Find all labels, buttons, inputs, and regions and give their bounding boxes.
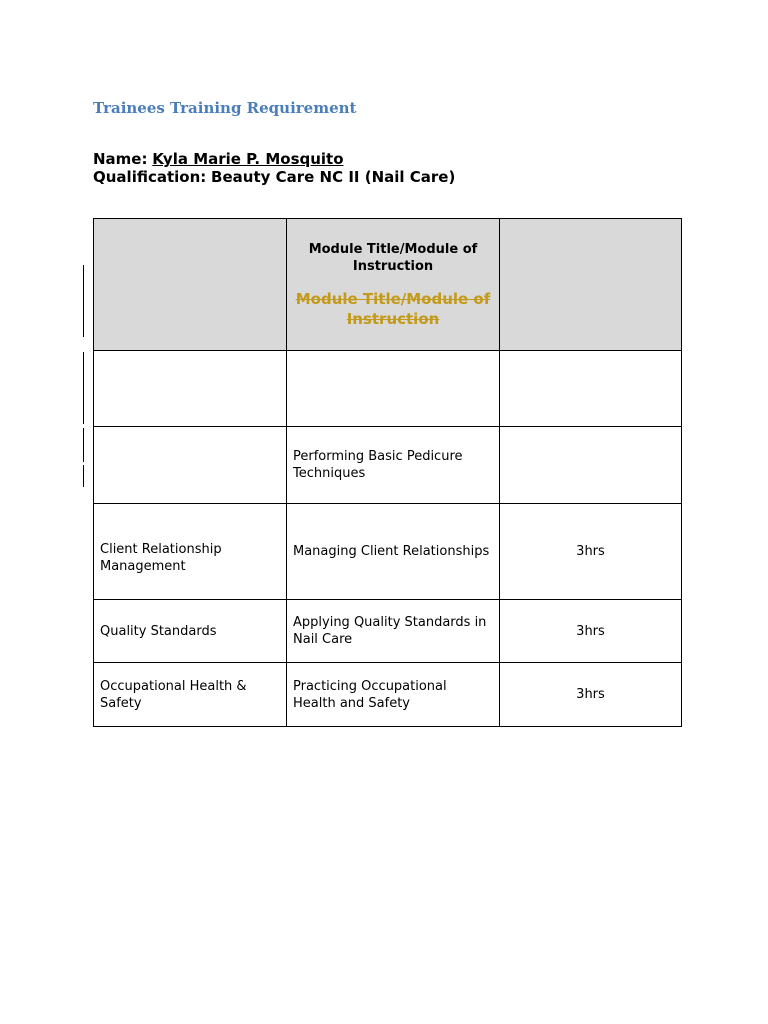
module-text: Practicing Occupational Health and Safety [293,678,447,711]
margin-mark [83,428,84,462]
unit-text: Occupational Health & Safety [100,678,247,711]
qualification-value: Beauty Care NC II (Nail Care) [211,168,456,186]
name-value: Kyla Marie P. Mosquito [152,150,344,168]
table-row [94,427,682,504]
header-cell-hours [500,219,682,351]
hours-cell [500,351,682,427]
margin-mark [83,265,84,337]
header-cell-module [287,219,500,351]
unit-cell [94,663,287,727]
table-row [94,351,682,427]
hours-cell: 3hrs [500,504,682,600]
unit-cell [94,427,287,504]
name-label: Name: [93,150,148,168]
unit-text: Client Relationship Management [100,542,222,574]
document-title: Trainees Training Requirement [93,99,357,117]
margin-mark [83,465,84,487]
table-header-row [94,219,682,351]
module-text: Applying Quality Standards in Nail Care [293,615,487,647]
unit-cell [94,504,287,600]
header-module-title-strikethrough: Module Title/Module of Instruction [295,289,491,328]
training-requirement-table [93,218,682,727]
module-text: Managing Client Relationships [293,544,490,559]
unit-text: Quality Standards [100,623,217,639]
unit-cell [94,351,287,427]
module-cell [287,351,500,427]
margin-mark [83,352,84,424]
qualification-line [93,168,455,186]
module-cell [287,663,500,727]
table-row [94,504,682,600]
hours-cell: 3hrs [500,663,682,727]
module-cell [287,600,500,663]
module-text: Performing Basic Pedicure Techniques [293,449,463,481]
header-module-title: Module Title/Module of Instruction [308,241,478,274]
header-cell-unit [94,219,287,351]
qualification-label: Qualification: [93,168,207,186]
module-cell [287,504,500,600]
hours-cell [500,427,682,504]
table-row [94,663,682,727]
hours-cell: 3hrs [500,600,682,663]
table-row [94,600,682,663]
unit-cell [94,600,287,663]
name-line [93,150,344,168]
module-cell [287,427,500,504]
